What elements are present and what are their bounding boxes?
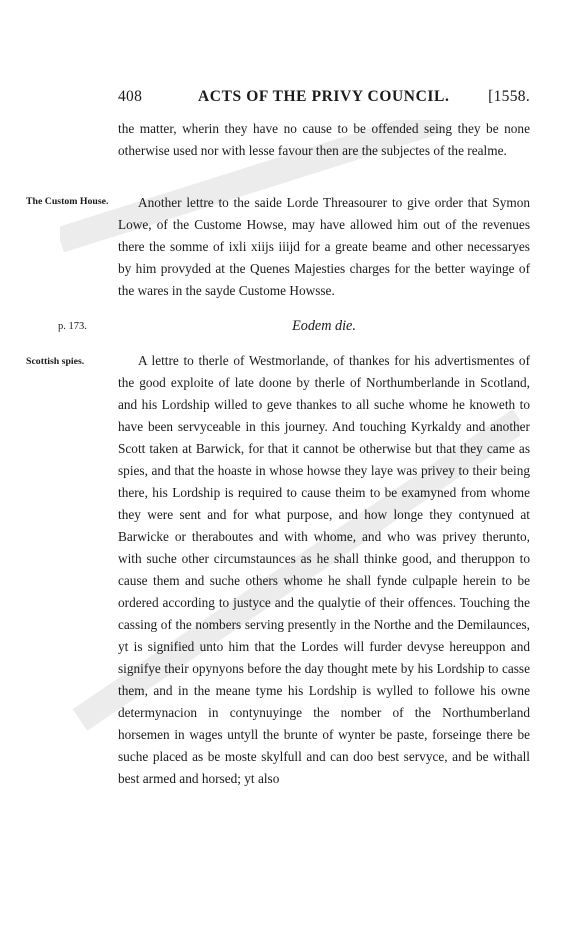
continuation-paragraph: the matter, wherin they have no cause to be offended seing they be none otherwise used nor with lesse favour then are the subjectes of the realme. — [118, 121, 530, 158]
dateline: Eodem die. — [292, 318, 356, 334]
custom-house-paragraph: Another lettre to the saide Lorde Threasourer to give order that Symon Lowe, of the Custome Howse, may have allowed him out of the revenues there the somme of ixli xiijs iiijd for a greate beame and other necessaryes by him provyded at the Quenes Majesties charges for the better wayinge of the wares in the sayde Custome Howsse. — [118, 195, 530, 298]
page-reference: p. 173. — [58, 321, 87, 332]
side-note-custom-house: The Custom House. — [26, 196, 109, 207]
scottish-spies-paragraph: A lettre to therle of Westmorlande, of thankes for his advertismentes of the good exploite of late doone by therle of Northumberlande in Scotland, and his Lordship willed to geve thankes to all suche whome he knoweth to have been servyceable in this journey. And touching Kyrkaldy and another Scott taken at Barwick, for that it cannot be otherwise but that they came as spies, and that the hoaste in whose howse they laye was privey to their being there, his Lordship is required to cause theim to be examyned from whome they were sent and for what purpose, and how longe they contynued at Barwicke or theraboutes and with whome, and who was privey therunto, with suche other circumstaunces as he shall thinke good, and theruppon to cause them and suche others whome he shall fynde culpaple herein to be ordered according to justyce and the qualytie of their offences. Touching the cassing of the nombers serving presently in the Northe and the Demilaunces, yt is signified unto him that the Lordes will furder devyse hereuppon and signifye their opynyons before the day thought mete by his Lordship to casse them, and in the meane tyme his Lordship is wylled to followe his owne determynacion in contynuyinge the nomber of the Northumberland horsemen in wages untyll the brunte of wynter be paste, forseinge there be suche placed as be moste skylfull and can doo best servyce, and be withall best armed and horsed; yt also — [118, 353, 530, 786]
header-year: [1558. — [488, 88, 530, 105]
side-note-scottish-spies: Scottish spies. — [26, 356, 85, 367]
page-number: 408 — [118, 88, 143, 105]
running-title: ACTS OF THE PRIVY COUNCIL. — [198, 88, 450, 105]
running-header — [118, 88, 530, 112]
